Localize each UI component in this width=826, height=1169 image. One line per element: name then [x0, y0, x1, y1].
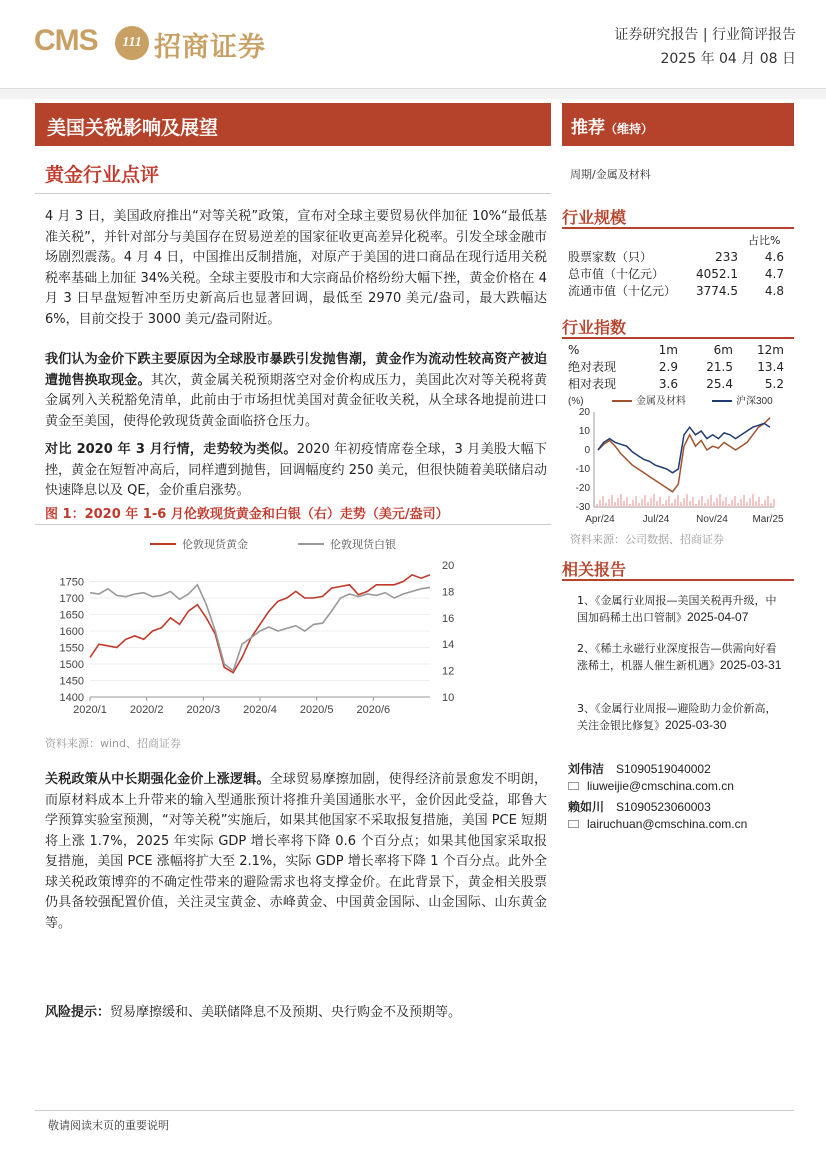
index-6m: 25.4 — [706, 376, 733, 391]
volume-bar — [644, 495, 646, 507]
volume-bar — [701, 496, 703, 507]
main-title: 美国关税影响及展望 — [35, 103, 551, 146]
volume-bar — [668, 496, 670, 507]
analyst-email-link[interactable] — [568, 817, 747, 831]
analyst-name: 刘伟洁 — [568, 762, 605, 776]
logo-chinese: 招商证券 — [154, 32, 266, 63]
volume-bar — [608, 499, 610, 507]
scale-value: 233 — [715, 249, 738, 264]
related-report-title: 3、《金属行业周报—避险助力金价新高，关注金银比修复》 — [577, 702, 777, 732]
volume-bar — [626, 497, 628, 507]
y2-tick-label: 16 — [442, 612, 455, 625]
mail-icon — [568, 782, 579, 790]
index-header-row — [568, 341, 784, 358]
related-report-title: 2、《稀土永磁行业深度报告—供需向好看涨稀土，机器人催生新机遇》 — [577, 642, 777, 672]
y-tick-label: -10 — [575, 464, 590, 475]
volume-bar — [737, 503, 739, 507]
analyst-info — [568, 798, 711, 815]
analyst-license: S1090519040002 — [616, 762, 711, 776]
y-tick-label: 1750 — [59, 576, 84, 589]
volume-bar — [653, 494, 655, 507]
volume-bar — [752, 494, 754, 507]
y-tick-label: -20 — [575, 483, 590, 494]
volume-bar — [716, 498, 718, 507]
x-tick-label: Nov/24 — [696, 514, 728, 525]
y-tick-label: 0 — [584, 445, 590, 456]
scale-title: 行业规模 — [562, 208, 627, 227]
report-date: 2025 年 04 月 08 日 — [660, 51, 796, 67]
volume-bar — [773, 499, 775, 507]
paragraph-1: 4 月 3 日，美国政府推出“对等关税”政策，宣布对全球主要贸易伙伴加征 10%“最低基准关税”，并针对部分与美国存在贸易逆差的国家征收更高差异化税率。引发全球金融市场剧烈震荡。4 月 4 日，中国推出反制措施，对原产于美国的进口商品在现行适用关税税率基础上加征 34%关税。全球主要股市和大宗商品价格纷纷大幅下挫，黄金价格在 4 月 3 日早盘短暂冲至历史新高后也显著回调，最低至 2970 美元/盎司，最大跌幅达 6%，目前交投于 3000 美元/盎司附近。 — [45, 209, 547, 327]
report-type: 证券研究报告 | 行业简评报告 — [614, 27, 796, 43]
scale-value: 3774.5 — [696, 283, 738, 298]
scale-pct: 4.7 — [764, 266, 784, 281]
risk-warning — [45, 1003, 547, 1024]
mail-icon — [568, 820, 579, 828]
volume-bar — [641, 499, 643, 507]
scale-label: 流通市值（十亿元） — [568, 284, 677, 298]
x-tick-label: Apr/24 — [585, 514, 615, 525]
volume-bar — [629, 504, 631, 507]
figure-divider — [35, 524, 551, 525]
volume-bar — [707, 499, 709, 507]
index-label: 相对表现 — [568, 377, 617, 391]
related-report-date: 2025-04-07 — [687, 610, 749, 624]
scale-value: 4052.1 — [696, 266, 738, 281]
footer-note: 敬请阅读末页的重要说明 — [48, 1119, 169, 1132]
volume-bar — [662, 504, 664, 507]
analyst-email: lairuchuan@cmschina.com.cn — [587, 817, 748, 831]
logo-latin: CMS — [34, 24, 98, 57]
volume-bar — [767, 496, 769, 507]
volume-bar — [692, 497, 694, 507]
y-tick-label: 1500 — [59, 659, 84, 671]
related-report-title: 1、《金属行业周报—美国关税再升级，中国加码稀土出口管制》 — [577, 594, 777, 624]
scale-row — [568, 248, 784, 265]
scale-label: 股票家数（只） — [568, 250, 653, 264]
index-header-12m: 12m — [757, 342, 784, 357]
volume-bar — [599, 500, 601, 507]
x-tick-label: 2020/5 — [299, 704, 334, 716]
analyst-email-link[interactable] — [568, 779, 734, 793]
footer-divider — [35, 1110, 794, 1111]
y-tick-label: 1700 — [59, 593, 84, 605]
analyst-name: 赖如川 — [568, 800, 605, 814]
volume-bar — [764, 500, 766, 507]
index-12m: 5.2 — [764, 376, 784, 391]
paragraph-3-lead: 对比 2020 年 3 月行情，走势较为类似。 — [45, 442, 297, 457]
paragraph-3 — [45, 440, 547, 502]
index-6m: 21.5 — [706, 359, 733, 374]
scale-pct-header: 占比% — [748, 234, 781, 247]
logo-badge-icon: 111 — [115, 26, 149, 60]
x-tick-label: 2020/2 — [129, 704, 164, 716]
y-tick-label: 1650 — [59, 609, 84, 622]
legend-label: 沪深300 — [736, 396, 773, 407]
paragraph-2-body: 其次，黄金属关税预期落空对金价构成压力，美国此次对等关税将黄金属列入关税豁免清单，此前由于市场担忧美国对黄金征收关税，从全球各地提前进口黄金至美国，使得伦敦现货黄金面临挤仓压力。 — [45, 372, 547, 429]
x-tick-label: 2020/4 — [243, 704, 277, 716]
volume-bar — [671, 503, 673, 507]
volume-bar — [689, 501, 691, 507]
volume-bar — [725, 497, 727, 507]
chart-background — [40, 530, 470, 725]
volume-bar — [602, 496, 604, 507]
paragraph-3-body: 2020 年初疫情席卷全球，3 月美股大幅下挫，黄金在短暂冲高后，同样遭到抛售，回调幅度约 250 美元，但很快随着美联储启动快速降息以及 QE，金价重启涨势。 — [45, 442, 547, 498]
index-title: 行业指数 — [562, 318, 627, 337]
y-axis-label: (%) — [568, 396, 584, 407]
volume-bar — [758, 497, 760, 507]
volume-bar — [731, 500, 733, 507]
y-tick-label: -30 — [575, 502, 590, 513]
index-label: 绝对表现 — [568, 360, 617, 374]
volume-bar — [620, 494, 622, 507]
analyst-license: S1090523060003 — [616, 800, 711, 814]
index-header-1m: 1m — [658, 342, 678, 357]
index-header-6m: 6m — [713, 342, 733, 357]
volume-bar — [656, 501, 658, 507]
volume-bar — [665, 500, 667, 507]
x-tick-label: 2020/3 — [186, 704, 221, 716]
scale-divider — [562, 227, 794, 229]
rating-bar — [562, 103, 794, 146]
volume-bar — [686, 494, 688, 507]
y2-tick-label: 10 — [442, 692, 455, 704]
volume-bar — [728, 504, 730, 507]
volume-bar — [680, 502, 682, 507]
index-12m: 13.4 — [757, 359, 784, 374]
volume-bar — [674, 499, 676, 507]
volume-bar — [722, 501, 724, 507]
related-report-link[interactable] — [577, 701, 782, 734]
paragraph-4-body: 全球贸易摩擦加剧，使得经济前景愈发不明朗，而原材料成本上升带来的输入型通胀预计将推升美国通胀水平，金价因此受益，耶鲁大学预算实验室预测，“对等关税”实施后，如果其他国家不采取报复措施，美国 PCE 短期将上涨 1.7%，2025 年实际 GDP 增长率将下降 0.6 个百分点；如果其他国家采取报复措施，美国 PCE 涨幅将扩大至 2.1%，实际 GDP 增长率将下降 1 个百分点。此外全球关税政策博弈的不确定性带来的避险需求也将支撑金价。在此背景下，黄金相关股票仍具备较强配置价值，关注灵宝黄金、赤峰黄金、中国黄金国际、山金国际、山东黄金等。 — [45, 772, 547, 931]
volume-bar — [770, 503, 772, 507]
volume-bar — [611, 495, 613, 507]
volume-bar — [650, 498, 652, 507]
related-report-date: 2025-03-30 — [665, 718, 727, 732]
section-subtitle: 黄金行业点评 — [45, 164, 160, 186]
paragraph-2 — [45, 350, 547, 432]
volume-bar — [617, 498, 619, 507]
volume-bar — [719, 494, 721, 507]
figure-title: 图 1：2020 年 1-6 月伦敦现货黄金和白银（右）走势（美元/盎司） — [45, 507, 449, 522]
related-divider — [562, 579, 794, 581]
scale-row — [568, 265, 784, 282]
volume-bar — [761, 504, 763, 507]
volume-bar — [605, 503, 607, 507]
volume-bar — [683, 498, 685, 507]
volume-bar — [740, 499, 742, 507]
y-tick-label: 1450 — [59, 675, 84, 688]
paragraph-4-lead: 关税政策从中长期强化金价上涨逻辑。 — [45, 772, 270, 787]
index-source: 资料来源：公司数据、招商证券 — [570, 533, 724, 546]
related-report-link[interactable] — [577, 641, 782, 674]
y-tick-label: 1600 — [59, 626, 84, 638]
volume-bar — [698, 500, 700, 507]
related-title: 相关报告 — [562, 560, 627, 579]
series-line-metals — [598, 418, 770, 492]
analyst-email: liuweijie@cmschina.com.cn — [587, 779, 734, 793]
volume-bar — [734, 496, 736, 507]
y2-tick-label: 18 — [442, 586, 455, 599]
index-divider — [562, 337, 794, 339]
y2-tick-label: 20 — [442, 560, 455, 572]
volume-bar — [713, 502, 715, 507]
index-row — [568, 358, 784, 375]
y-tick-label: 1550 — [59, 642, 84, 655]
volume-bar — [614, 502, 616, 507]
scale-pct: 4.6 — [764, 249, 784, 264]
volume-bar — [746, 502, 748, 507]
scale-pct: 4.8 — [764, 283, 784, 298]
index-table — [568, 341, 784, 392]
volume-bar — [596, 504, 598, 507]
risk-label: 风险提示： — [45, 1005, 111, 1020]
figure-source: 资料来源：wind、招商证券 — [45, 737, 182, 750]
scale-label: 总市值（十亿元） — [568, 267, 665, 281]
index-1m: 2.9 — [658, 359, 678, 374]
subtitle-divider — [35, 193, 551, 194]
y-tick-label: 1400 — [59, 692, 84, 704]
index-1m: 3.6 — [658, 376, 678, 391]
related-report-link[interactable] — [577, 593, 782, 626]
volume-bar — [710, 495, 712, 507]
volume-bar — [695, 504, 697, 507]
index-chart — [562, 392, 794, 528]
related-report-date: 2025-03-31 — [720, 658, 782, 672]
legend-label: 伦敦现货黄金 — [182, 539, 248, 551]
rating-value: 推荐 — [571, 118, 605, 138]
gold-silver-chart — [40, 530, 470, 725]
volume-bar — [647, 502, 649, 507]
volume-bar — [659, 497, 661, 507]
legend-label: 金属及材料 — [636, 396, 686, 407]
x-tick-label: 2020/1 — [73, 704, 107, 716]
paragraph-2-lead: 我们认为金价下跌主要原因为全球股市暴跌引发抛售潮，黄金作为流动性较高资产被迫遭抛售换取现金。 — [45, 352, 547, 388]
industry-category: 周期/金属及材料 — [570, 168, 651, 181]
y-tick-label: 20 — [578, 407, 590, 418]
scale-table — [568, 248, 784, 299]
legend-label: 伦敦现货白银 — [330, 539, 396, 551]
risk-text: 贸易摩擦缓和、美联储降息不及预期、央行购金不及预期等。 — [110, 1005, 462, 1020]
volume-bar — [743, 495, 745, 507]
x-tick-label: 2020/6 — [356, 704, 391, 716]
index-header-label: % — [568, 342, 580, 357]
volume-bar — [638, 503, 640, 507]
x-tick-label: Mar/25 — [752, 514, 784, 525]
y-tick-label: 10 — [578, 426, 590, 437]
y2-tick-label: 14 — [442, 639, 455, 652]
index-row — [568, 375, 784, 392]
paragraph-4 — [45, 770, 547, 934]
volume-bar — [632, 500, 634, 507]
x-tick-label: Jul/24 — [642, 514, 670, 525]
volume-bar — [677, 495, 679, 507]
volume-bar — [704, 503, 706, 507]
y2-tick-label: 12 — [442, 665, 455, 678]
volume-bar — [749, 498, 751, 507]
volume-bar — [623, 501, 625, 507]
header-band — [0, 89, 826, 99]
analyst-info — [568, 760, 711, 777]
volume-bar — [755, 501, 757, 507]
rating-note: （维持） — [605, 122, 654, 136]
scale-row — [568, 282, 784, 299]
volume-bar — [635, 496, 637, 507]
